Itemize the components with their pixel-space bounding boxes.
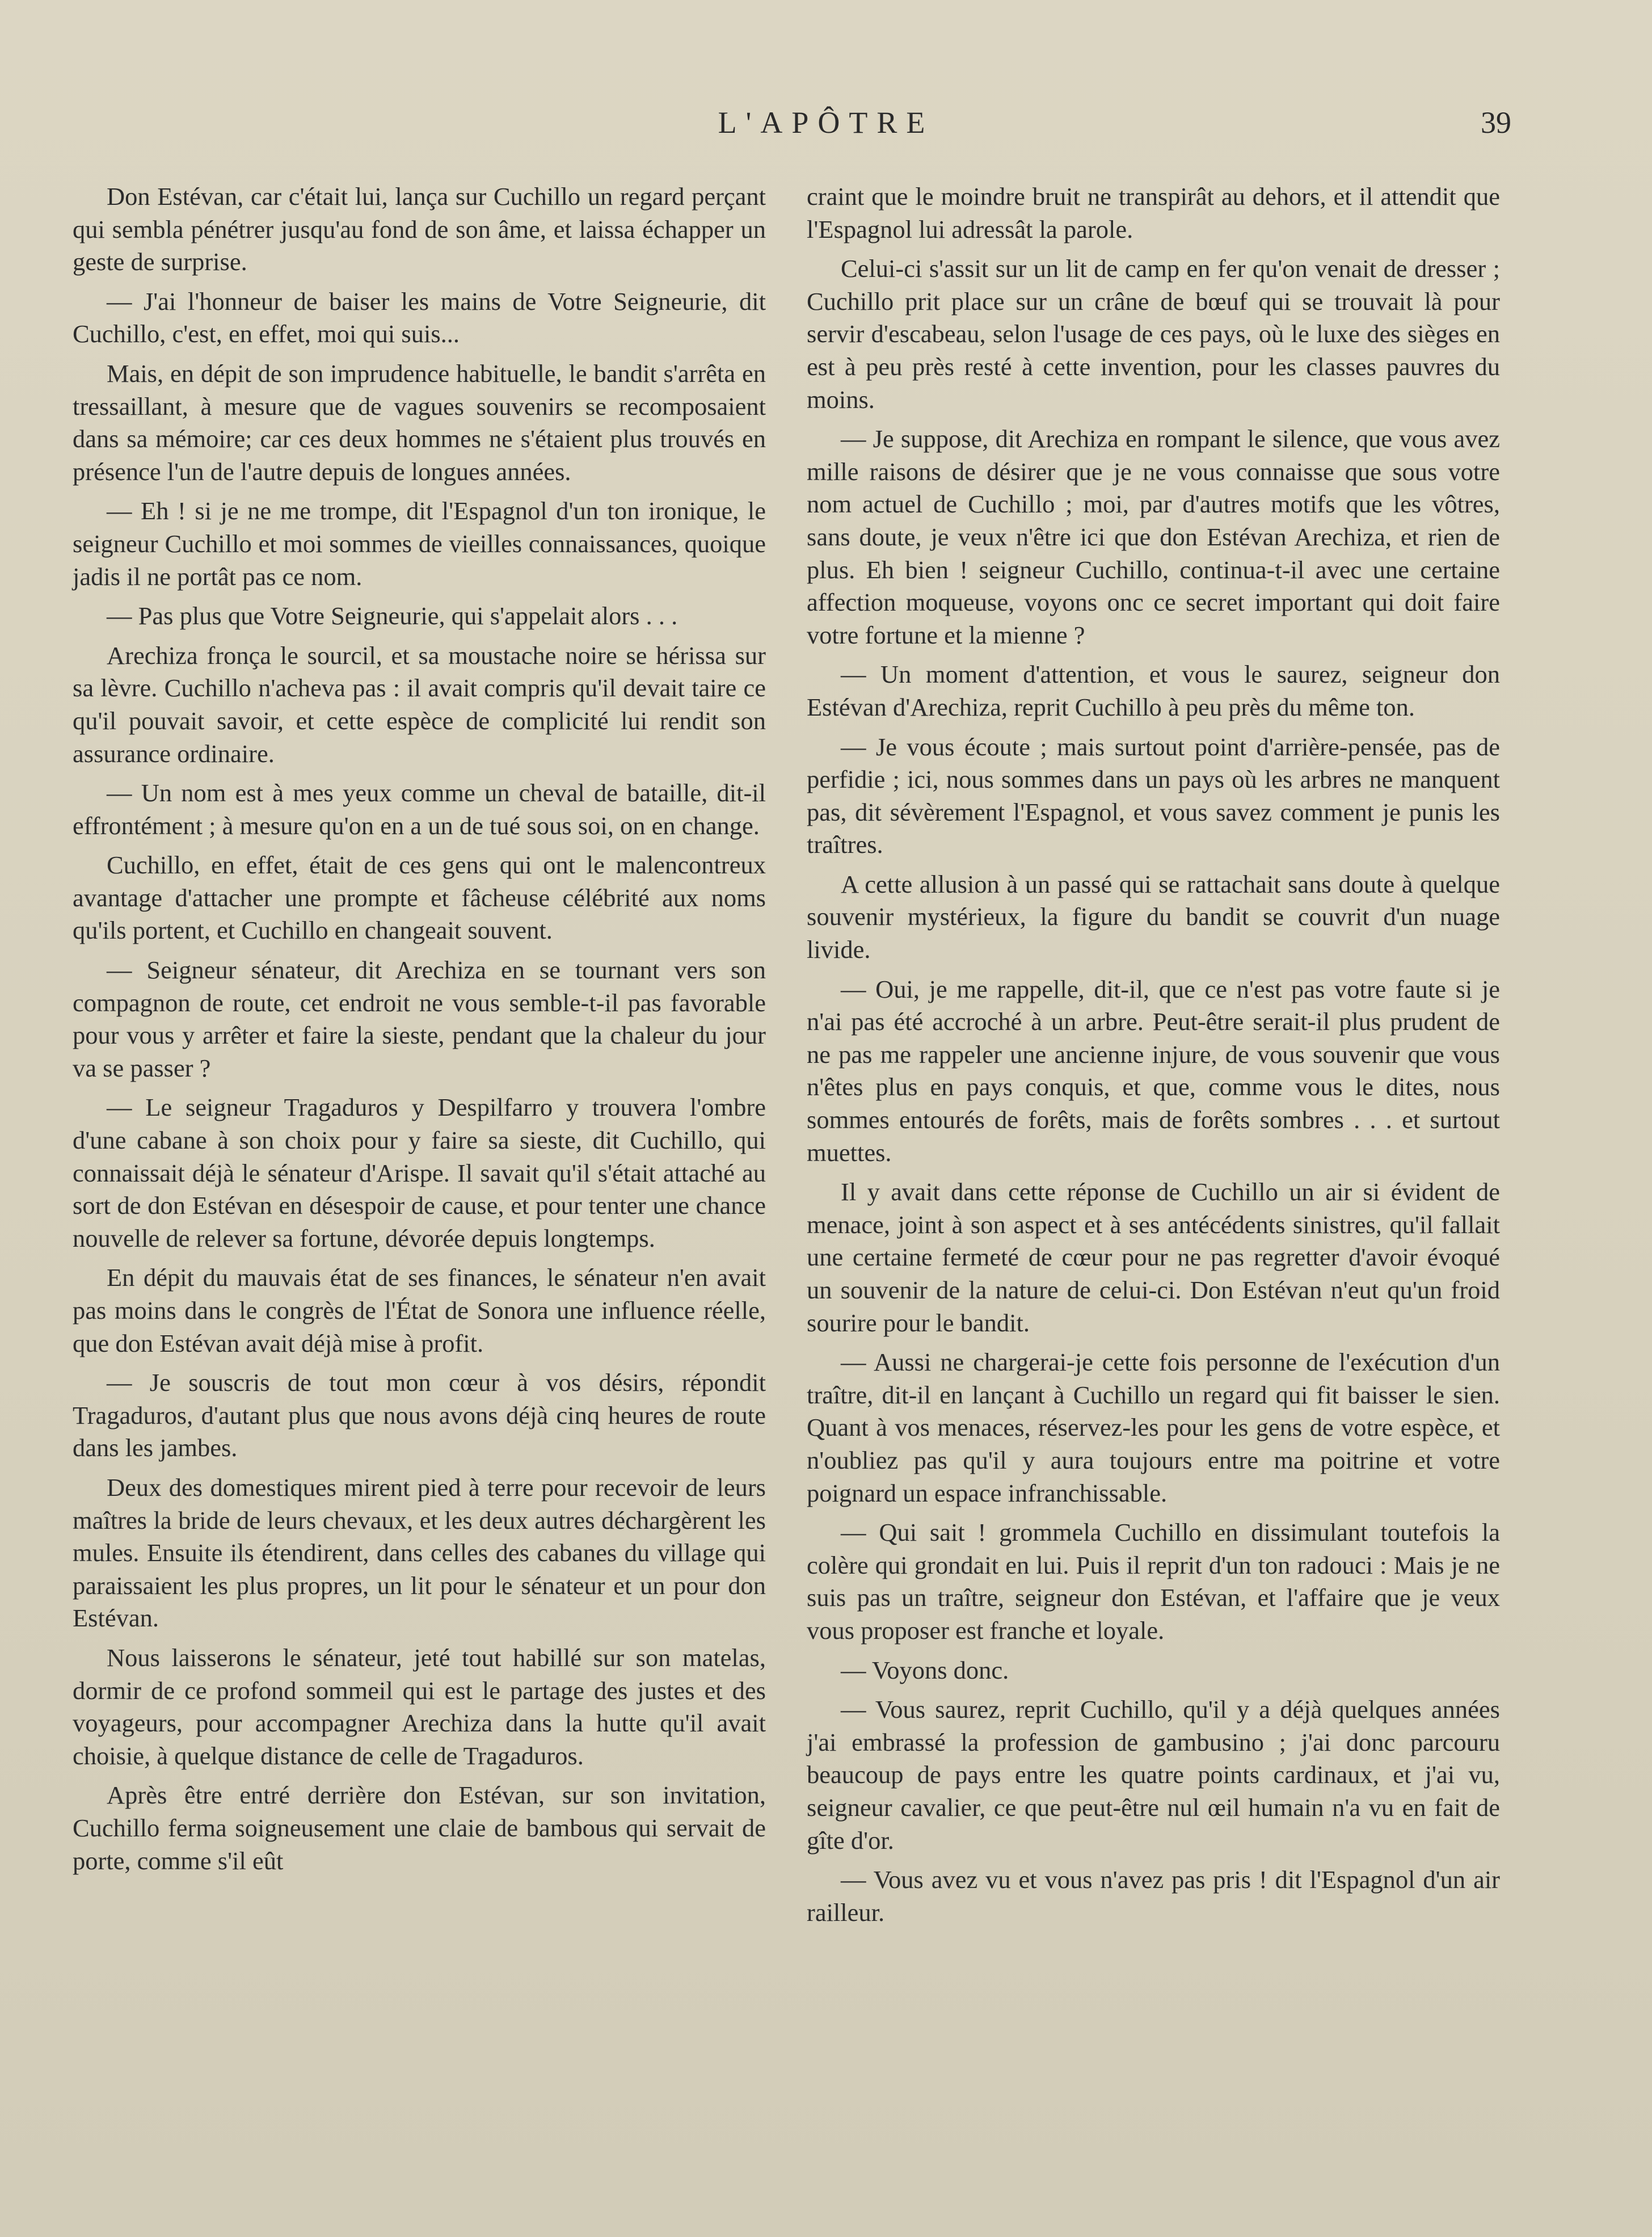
paragraph: Nous laisserons le sénateur, jeté tout habillé sur son matelas, dormir de ce profond sommeil qui est le partage des justes et des voyageurs, pour accompagner Arechiza dans la hutte qu'il avait choisie, à quelque distance de celle de Tragaduros. <box>73 1643 766 1770</box>
paragraph: — Voyons donc. <box>841 1655 1009 1684</box>
paragraph: — Pas plus que Votre Seigneurie, qui s'appelait alors . . . <box>107 602 678 630</box>
running-title: L'APÔTRE <box>718 106 934 140</box>
paragraph: — Eh ! si je ne me trompe, dit l'Espagnol d'un ton ironique, le seigneur Cuchillo et moi sommes de vieilles connaissances, quoique jadis il ne portât pas ce nom. <box>73 497 766 591</box>
paragraph: — Vous saurez, reprit Cuchillo, qu'il y a déjà quelques années j'ai embrassé la profession de gambusino ; j'ai donc parcouru beaucoup de pays entre les quatre points cardinaux, et j'ai vu, seigneur cavalier, ce que peut-être nul œil humain n'a vu en fait de gîte d'or. <box>807 1695 1500 1855</box>
paragraph: — Un nom est à mes yeux comme un cheval de bataille, dit-il effrontément ; à mesure qu'on en a un de tué sous soi, on en change. <box>73 779 766 840</box>
page-number: 39 <box>1481 106 1511 140</box>
paragraph: Mais, en dépit de son imprudence habituelle, le bandit s'arrêta en tressaillant, à mesure que de vagues souvenirs se recomposaient dans sa mémoire; car ces deux hommes ne s'étaient plus trouvés en présence l'un de l'autre depuis de longues années. <box>73 359 766 486</box>
paragraph: — Le seigneur Tragaduros y Despilfarro y trouvera l'ombre d'une cabane à son choix pour y faire sa sieste, dit Cuchillo, qui connaissait déjà le sénateur d'Arispe. Il savait qu'il s'était attaché au sort de don Estévan en désespoir de cause, et pour tenter une chance nouvelle de relever sa fortune, dévorée depuis longtemps. <box>73 1093 766 1252</box>
paragraph: — Je souscris de tout mon cœur à vos désirs, répondit Tragaduros, d'autant plus que nous avons déjà cinq heures de route dans les jambes. <box>73 1368 766 1462</box>
left-column <box>73 180 766 1884</box>
paragraph: En dépit du mauvais état de ses finances, le sénateur n'en avait pas moins dans le congrès de l'État de Sonora une influence réelle, que don Estévan avait déjà mise à profit. <box>73 1263 766 1357</box>
right-column <box>807 180 1500 1936</box>
paragraph: Après être entré derrière don Estévan, sur son invitation, Cuchillo ferma soigneusement une claie de bambous qui servait de porte, comme s'il eût <box>73 1781 766 1875</box>
paragraph: Celui-ci s'assit sur un lit de camp en fer qu'on venait de dresser ; Cuchillo prit place sur un crâne de bœuf qui se trouvait là pour servir d'escabeau, selon l'usage de ces pays, où le luxe des sièges en est à peu près resté à cette invention, pour les classes pauvres du moins. <box>807 254 1500 414</box>
paragraph: — Oui, je me rappelle, dit-il, que ce n'est pas votre faute si je n'ai pas été accroché à un arbre. Peut-être serait-il plus prudent de ne pas me rappeler une ancienne injure, de vous souvenir que vous n'êtes plus en pays conquis, et que, comme vous le dites, nous sommes entourés de forêts, mais de forêts sombres . . . et surtout muettes. <box>807 974 1500 1167</box>
paragraph: craint que le moindre bruit ne transpirât au dehors, et il attendit que l'Espagnol lui adressât la parole. <box>807 182 1500 243</box>
paragraph: — J'ai l'honneur de baiser les mains de Votre Seigneurie, dit Cuchillo, c'est, en effet, moi qui suis... <box>73 287 766 348</box>
paragraph: — Vous avez vu et vous n'avez pas pris ! dit l'Espagnol d'un air railleur. <box>807 1865 1500 1927</box>
paragraph: — Je suppose, dit Arechiza en rompant le silence, que vous avez mille raisons de désirer que je ne vous connaisse que sous votre nom actuel de Cuchillo ; moi, par d'autres motifs que les vôtres, sans doute, je veux n'être ici que don Estévan Arechiza, et rien de plus. Eh bien ! seigneur Cuchillo, continua-t-il avec une certaine affection moqueuse, voyons onc ce secret important qui doit faire votre fortune et la mienne ? <box>807 424 1500 649</box>
paragraph: — Qui sait ! grommela Cuchillo en dissimulant toutefois la colère qui grondait en lui. Puis il reprit d'un ton radouci : Mais je ne suis pas un traître, seigneur don Estévan, et l'affaire que je veux vous proposer est franche et loyale. <box>807 1518 1500 1645</box>
paragraph: — Seigneur sénateur, dit Arechiza en se tournant vers son compagnon de route, cet endroit ne vous semble-t-il pas favorable pour vous y arrêter et faire la sieste, pendant que la chaleur du jour va se passer ? <box>73 956 766 1082</box>
paragraph: A cette allusion à un passé qui se rattachait sans doute à quelque souvenir mystérieux, la figure du bandit se couvrit d'un nuage livide. <box>807 869 1500 964</box>
paragraph: Il y avait dans cette réponse de Cuchillo un air si évident de menace, joint à son aspect et à ses antécédents sinistres, qu'il fallait une certaine fermeté de cœur pour ne pas regretter d'avoir évoqué un souvenir de la nature de celui-ci. Don Estévan n'eut qu'un froid sourire pour le bandit. <box>807 1178 1500 1337</box>
paragraph: — Un moment d'attention, et vous le saurez, seigneur don Estévan d'Arechiza, reprit Cuchillo à peu près du même ton. <box>807 660 1500 721</box>
paragraph: Don Estévan, car c'était lui, lança sur Cuchillo un regard perçant qui sembla pénétrer jusqu'au fond de son âme, et laissa échapper un geste de surprise. <box>73 182 766 276</box>
paragraph: — Aussi ne chargerai-je cette fois personne de l'exécution d'un traître, dit-il en lançant à Cuchillo un regard qui fit baisser le sien. Quant à vos menaces, réservez-les pour les gens de votre espèce, et n'oubliez pas qu'il y aura toujours entre ma poitrine et votre poignard un espace infranchissable. <box>807 1348 1500 1507</box>
paragraph: Arechiza fronça le sourcil, et sa moustache noire se hérissa sur sa lèvre. Cuchillo n'acheva pas : il avait compris qu'il devait taire ce qu'il pouvait savoir, et cette espèce de complicité lui rendit son assurance ordinaire. <box>73 641 766 768</box>
paragraph: Cuchillo, en effet, était de ces gens qui ont le malencontreux avantage d'attacher une prompte et fâcheuse célébrité aux noms qu'ils portent, et Cuchillo en changeait souvent. <box>73 851 766 945</box>
paragraph: — Je vous écoute ; mais surtout point d'arrière-pensée, pas de perfidie ; ici, nous sommes dans un pays où les arbres ne manquent pas, dit sévèrement l'Espagnol, et vous savez comment je punis les traîtres. <box>807 732 1500 859</box>
paragraph: Deux des domestiques mirent pied à terre pour recevoir de leurs maîtres la bride de leurs chevaux, et les deux autres déchargèrent les mules. Ensuite ils étendirent, dans celles des cabanes du village qui paraissaient les plus propres, un lit pour le sénateur et un pour don Estévan. <box>73 1473 766 1633</box>
